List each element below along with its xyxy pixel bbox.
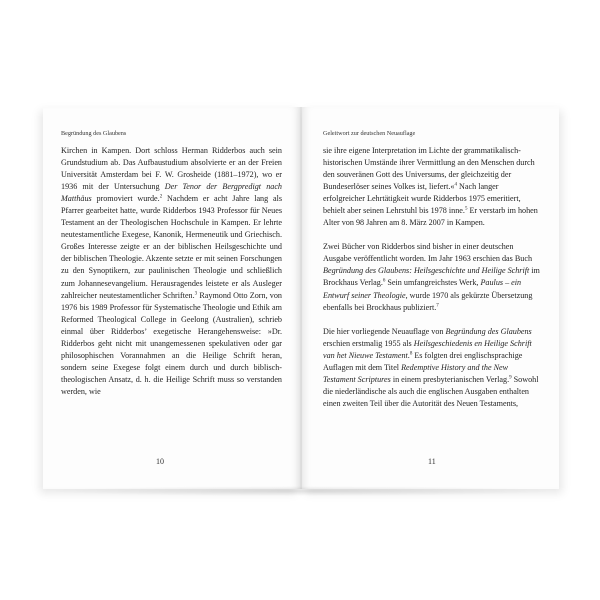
footnote-marker: 3 — [194, 290, 198, 296]
text-run: Nach langer erfolgreicher Lehrtätigkeit wurde Ridderbos 1975 emeritiert, behielt aber seinen Lehrstuhl bis 1978 inne. — [323, 182, 521, 216]
footnote-marker: 6 — [382, 278, 386, 284]
footnote-marker: 4 — [454, 182, 457, 188]
text-run: Die hier vorliegende Neuauflage von — [323, 326, 446, 336]
paragraph — [323, 326, 541, 410]
text-run: . — [407, 350, 410, 360]
text-run: Sowohl die niederländische als auch die englischen Ausgaben enthalten einen zweiten Teil über die Autorität des Neuen Testaments, — [323, 374, 539, 408]
footnote-marker: 5 — [464, 206, 468, 212]
text-run: Zwei Bücher von Ridderbos sind bisher in einer deutschen Ausgabe veröffentlicht worden. Im Jahr 1963 erschien das Buch — [323, 242, 533, 264]
right-page — [302, 107, 559, 489]
text-run: promoviert wurde. — [91, 194, 160, 204]
book-shadow — [48, 486, 554, 496]
paragraph — [61, 145, 282, 398]
italic-title: Der Tenor der Bergpredigt nach Matthäus — [61, 182, 282, 204]
text-run: Raymond Otto Zorn, von 1976 bis 1989 Professor für Systematische Theologie und Ethik am Reformed Theological College in Geelong (Australien), schrieb einmal über Ridderbos’ exegetische Herangehensweise: »Dr. Ridderbos geht nicht mit unangemessenen spekulativen oder gar philosophischen Vorannahmen an die Heilige Schrift heran, sondern seine Exegese folgt einem durch und durch biblisch-theologischen Ansatz, d. h. die Heilige Schrift muss so verstanden werden, wie — [61, 290, 282, 396]
text-run: , wurde 1970 als gekürzte Übersetzung ebenfalls bei Brockhaus publiziert. — [323, 290, 533, 312]
text-run: erschien erstmalig 1955 als — [323, 338, 414, 348]
footnote-marker: 8 — [409, 350, 413, 356]
paragraph — [323, 145, 541, 229]
text-run: im Brockhaus Verlag. — [323, 266, 540, 288]
left-page — [43, 107, 300, 489]
footnote-marker: 2 — [159, 194, 163, 200]
footnote-marker: 9 — [509, 375, 512, 381]
text-run: in einem presbyterianischen Verlag. — [390, 374, 510, 384]
text-run: Er verstarb im hohen Alter von 98 Jahren am 8. März 2007 in Kampen. — [323, 206, 538, 228]
text-run: sie ihre eigene Interpretation im Lichte der grammatikalisch-historischen Umstände ihrer Vermittlung an den Menschen durch den souveränen Gott des Universums, der gleichzeitig der Bundeserlöser seines Volkes ist, liefert.« — [323, 146, 535, 192]
italic-title: Redemptive History and the New Testament Scriptures — [323, 362, 509, 384]
left-running-head: Begründung des Glaubens — [61, 130, 127, 137]
text-run: Nachdem er acht Jahre lang als Pfarrer gearbeitet hatte, wurde Ridderbos 1943 Professor für Neues Testament an der Theologischen Hochschule in Kampen. Er lehrte neutestamentliche Exegese, Kanonik, Hermeneutik und Griechisch. Großes Interesse zeigte er an der biblischen Heilsgeschichte und der biblischen Theologie. Akzente setzte er mit seinen Forschungen zu den Synoptikern, zur paulinischen Theologie und schließlich zum Johannesevangelium. Herausragendes leistete er als Ausleger zahlreicher neutestamentlicher Schriften. — [61, 194, 282, 300]
text-run: Sein umfangreichstes Werk, — [385, 278, 481, 288]
paragraph — [323, 241, 541, 313]
book-spread — [43, 107, 559, 489]
left-page-number: 10 — [156, 457, 164, 466]
right-page-number: 11 — [428, 457, 436, 466]
italic-title: Begründung des Glaubens: Heilsgeschichte und Heilige Schrift — [323, 266, 530, 276]
text-run: Kirchen in Kampen. Dort schloss Herman Ridderbos auch sein Grundstudium ab. Das Aufbaustudium absolvierte er an der Freien Universität Amsterdam bei F. W. Grosheide (1881–1972), wo er 1936 mit der Untersuchung — [61, 146, 282, 192]
right-running-head: Geleitwort zur deutschen Neuauflage — [323, 130, 416, 137]
italic-title: Heilsgeschiedenis en Heilige Schrift van het Nieuwe Testament — [323, 338, 532, 360]
footnote-marker: 7 — [436, 302, 439, 308]
text-run: Es folgten drei englischsprachige Auflagen mit dem Titel — [323, 350, 523, 372]
italic-title: Begründung des Glaubens — [445, 326, 532, 336]
italic-title: Paulus – ein Entwurf seiner Theologie — [323, 278, 522, 300]
right-page-body — [323, 145, 541, 410]
left-page-body — [61, 145, 282, 398]
